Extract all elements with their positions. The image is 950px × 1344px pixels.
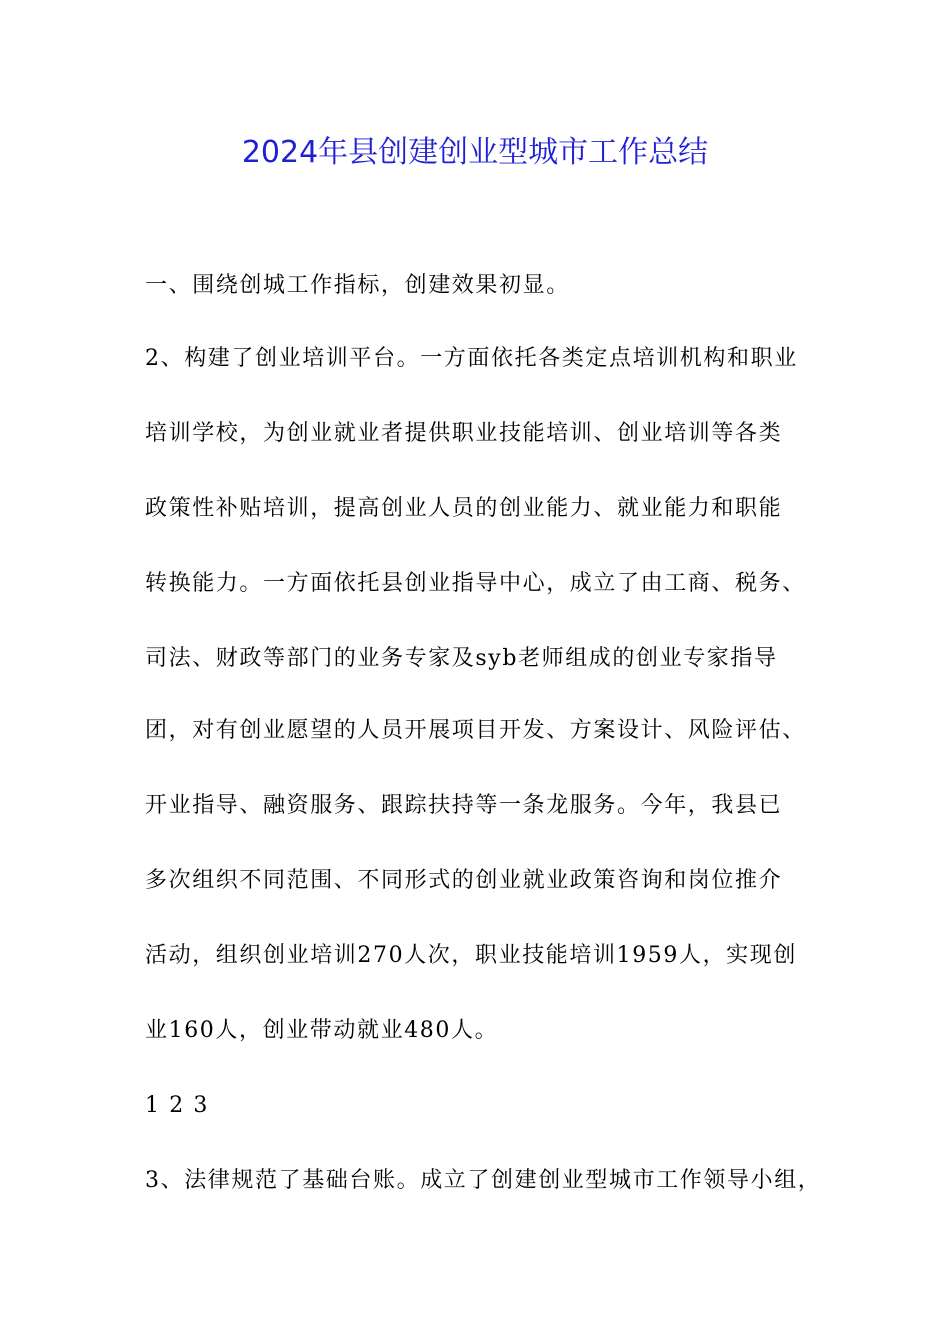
paragraph-line: 活动，组织创业培训270人次，职业技能培训1959人，实现创 (145, 943, 797, 968)
paragraph-line: 业160人，创业带动就业480人。 (145, 1018, 499, 1043)
document-title: 2024年县创建创业型城市工作总结 (241, 135, 709, 170)
paragraph-line: 团，对有创业愿望的人员开展项目开发、方案设计、风险评估、 (145, 718, 806, 743)
paragraph-line: 多次组织不同范围、不同形式的创业就业政策咨询和岗位推介 (145, 868, 783, 893)
paragraph-line: 司法、财政等部门的业务专家及syb老师组成的创业专家指导 (145, 646, 778, 671)
page-numbers: 1 2 3 (145, 1093, 209, 1118)
paragraph-line: 开业指导、融资服务、跟踪扶持等一条龙服务。今年，我县已 (145, 793, 783, 818)
section-heading: 一、围绕创城工作指标，创建效果初显。 (145, 273, 570, 298)
paragraph-line: 培训学校，为创业就业者提供职业技能培训、创业培训等各类 (145, 421, 783, 446)
paragraph-line: 转换能力。一方面依托县创业指导中心，成立了由工商、税务、 (145, 571, 806, 596)
paragraph-line: 2、构建了创业培训平台。一方面依托各类定点培训机构和职业 (145, 346, 798, 371)
paragraph-line: 政策性补贴培训，提高创业人员的创业能力、就业能力和职能 (145, 496, 783, 521)
paragraph-line: 3、法律规范了基础台账。成立了创建创业型城市工作领导小组， (145, 1168, 822, 1193)
